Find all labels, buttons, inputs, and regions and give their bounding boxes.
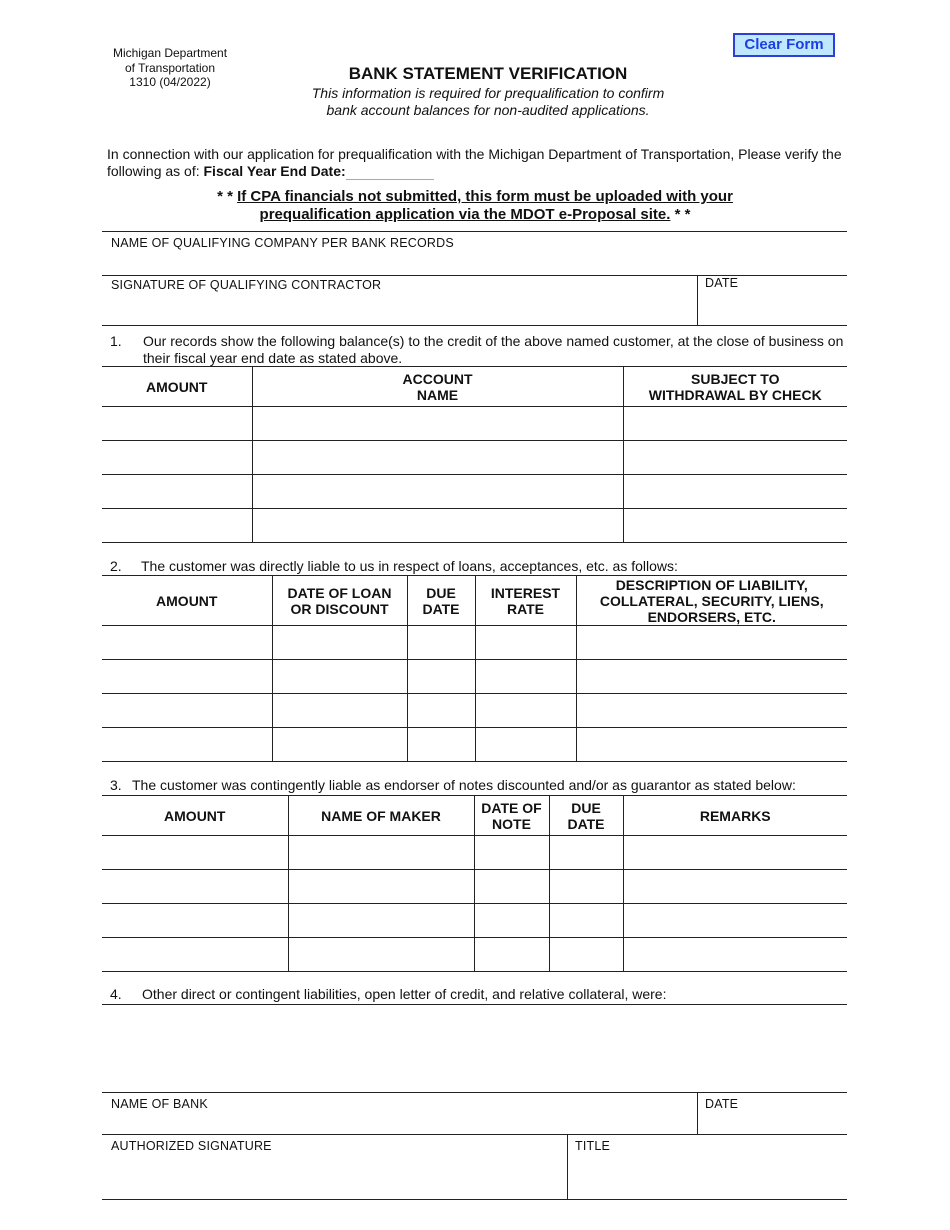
maker-cell[interactable] <box>288 836 474 870</box>
col-description: DESCRIPTION OF LIABILITY, COLLATERAL, SECURITY, LIENS, ENDORSERS, ETC. <box>576 576 847 626</box>
note-date-cell[interactable] <box>474 870 549 904</box>
due-date-cell[interactable] <box>549 836 623 870</box>
title-field[interactable] <box>568 1155 846 1198</box>
due-date-cell[interactable] <box>407 728 475 762</box>
section-2-number: 2. <box>110 558 122 574</box>
withdrawal-cell[interactable] <box>623 509 847 543</box>
amount-cell[interactable] <box>102 660 272 694</box>
col-due-date: DUE DATE <box>407 576 475 626</box>
amount-cell[interactable] <box>102 836 288 870</box>
table-row <box>102 904 847 938</box>
interest-rate-cell[interactable] <box>475 694 576 728</box>
amount-cell[interactable] <box>102 870 288 904</box>
section-3-text: The customer was contingently liable as endorser of notes discounted and/or as guarantor as stated below: <box>132 777 796 793</box>
loan-date-cell[interactable] <box>272 660 407 694</box>
divider <box>102 1004 847 1005</box>
authorized-signature-field[interactable] <box>102 1155 567 1198</box>
account-name-cell[interactable] <box>252 509 623 543</box>
section-4-number: 4. <box>110 986 122 1002</box>
maker-cell[interactable] <box>288 870 474 904</box>
balances-table <box>102 366 847 543</box>
interest-rate-cell[interactable] <box>475 626 576 660</box>
col-remarks: REMARKS <box>623 796 847 836</box>
due-date-cell[interactable] <box>407 694 475 728</box>
remarks-cell[interactable] <box>623 870 847 904</box>
amount-cell[interactable] <box>102 509 252 543</box>
loan-date-cell[interactable] <box>272 626 407 660</box>
table-header-row <box>102 576 847 626</box>
form-number: 1310 (04/2022) <box>129 75 211 89</box>
note-date-cell[interactable] <box>474 904 549 938</box>
table-row <box>102 626 847 660</box>
bank-name-field[interactable] <box>102 1112 697 1134</box>
due-date-cell[interactable] <box>549 870 623 904</box>
contingent-liabilities-table <box>102 795 847 972</box>
divider <box>102 325 847 326</box>
subtitle-line-2: bank account balances for non-audited applications. <box>326 102 650 118</box>
withdrawal-cell[interactable] <box>623 407 847 441</box>
page-subtitle <box>200 85 776 119</box>
amount-cell[interactable] <box>102 694 272 728</box>
col-name-of-maker: NAME OF MAKER <box>288 796 474 836</box>
subtitle-line-1: This information is required for prequalification to confirm <box>311 85 665 101</box>
section-2 <box>110 558 845 575</box>
contractor-date-label: DATE <box>705 276 739 290</box>
bank-name-label: NAME OF BANK <box>111 1097 208 1111</box>
account-name-cell[interactable] <box>252 407 623 441</box>
notice-line-1: If CPA financials not submitted, this form must be uploaded with your <box>237 188 733 205</box>
section-1 <box>110 333 845 367</box>
table-row <box>102 475 847 509</box>
amount-cell[interactable] <box>102 441 252 475</box>
contractor-signature-field[interactable] <box>102 294 697 324</box>
note-date-cell[interactable] <box>474 938 549 972</box>
section-1-text: Our records show the following balance(s) to the credit of the above named customer, at the close of business on their fiscal year end date as stated above. <box>143 333 844 366</box>
fiscal-year-end-date-field[interactable] <box>346 165 434 180</box>
description-cell[interactable] <box>576 694 847 728</box>
table-row <box>102 694 847 728</box>
loan-date-cell[interactable] <box>272 728 407 762</box>
remarks-cell[interactable] <box>623 904 847 938</box>
col-account-name: ACCOUNT NAME <box>252 367 623 407</box>
contractor-signature-label: SIGNATURE OF QUALIFYING CONTRACTOR <box>111 278 382 292</box>
section-4 <box>110 986 845 1003</box>
bank-date-field[interactable] <box>698 1112 846 1134</box>
col-date-of-loan: DATE OF LOAN OR DISCOUNT <box>272 576 407 626</box>
clear-form-button[interactable]: Clear Form <box>733 33 835 57</box>
withdrawal-cell[interactable] <box>623 475 847 509</box>
notice-stars-open: * * <box>217 188 233 205</box>
divider <box>102 231 847 232</box>
account-name-cell[interactable] <box>252 475 623 509</box>
table-header-row <box>102 796 847 836</box>
due-date-cell[interactable] <box>549 938 623 972</box>
authorized-signature-label: AUTHORIZED SIGNATURE <box>111 1139 272 1153</box>
table-row <box>102 407 847 441</box>
due-date-cell[interactable] <box>549 904 623 938</box>
agency-line-1: Michigan Department <box>112 46 228 60</box>
maker-cell[interactable] <box>288 904 474 938</box>
intro-text: In connection with our application for prequalification with the Michigan Department of Transportation, Please verify the following as of: <box>107 146 842 179</box>
description-cell[interactable] <box>576 626 847 660</box>
notice-line-2: prequalification application via the MDOT e-Proposal site. <box>259 206 671 223</box>
section-2-text: The customer was directly liable to us in respect of loans, acceptances, etc. as follows: <box>141 558 678 574</box>
remarks-cell[interactable] <box>623 938 847 972</box>
due-date-cell[interactable] <box>407 660 475 694</box>
section-3 <box>110 777 845 794</box>
table-header-row <box>102 367 847 407</box>
amount-cell[interactable] <box>102 407 252 441</box>
due-date-cell[interactable] <box>407 626 475 660</box>
interest-rate-cell[interactable] <box>475 728 576 762</box>
amount-cell[interactable] <box>102 938 288 972</box>
col-interest-rate: INTEREST RATE <box>475 576 576 626</box>
section-3-number: 3. <box>110 777 122 793</box>
table-row <box>102 870 847 904</box>
divider <box>102 1092 847 1093</box>
company-name-label: NAME OF QUALIFYING COMPANY PER BANK RECORDS <box>111 236 454 250</box>
section-4-text: Other direct or contingent liabilities, open letter of credit, and relative collateral, were: <box>142 986 667 1002</box>
other-liabilities-field[interactable] <box>102 1006 847 1090</box>
table-row <box>102 509 847 543</box>
amount-cell[interactable] <box>102 728 272 762</box>
table-row <box>102 728 847 762</box>
agency-line-2: of Transportation <box>124 60 216 75</box>
title-label: TITLE <box>575 1139 611 1153</box>
amount-cell[interactable] <box>102 626 272 660</box>
col-amount: AMOUNT <box>102 367 252 407</box>
loans-table <box>102 575 847 762</box>
company-name-field[interactable] <box>102 252 847 274</box>
table-row <box>102 660 847 694</box>
maker-cell[interactable] <box>288 938 474 972</box>
intro-paragraph <box>107 146 847 180</box>
account-name-cell[interactable] <box>252 441 623 475</box>
col-date-of-note: DATE OF NOTE <box>474 796 549 836</box>
table-row <box>102 441 847 475</box>
amount-cell[interactable] <box>102 475 252 509</box>
notice-stars-close: * * <box>674 206 691 223</box>
col-due-date: DUE DATE <box>549 796 623 836</box>
contractor-date-field[interactable] <box>698 292 846 324</box>
bank-date-label: DATE <box>705 1097 739 1111</box>
divider <box>102 1134 847 1135</box>
table-row <box>102 938 847 972</box>
fiscal-year-end-label: Fiscal Year End Date: <box>203 163 346 179</box>
note-date-cell[interactable] <box>474 836 549 870</box>
amount-cell[interactable] <box>102 904 288 938</box>
upload-notice <box>120 188 830 224</box>
withdrawal-cell[interactable] <box>623 441 847 475</box>
divider <box>102 1199 847 1200</box>
section-1-number: 1. <box>110 333 122 349</box>
page-title: BANK STATEMENT VERIFICATION <box>348 64 628 83</box>
description-cell[interactable] <box>576 728 847 762</box>
col-amount: AMOUNT <box>102 576 272 626</box>
loan-date-cell[interactable] <box>272 694 407 728</box>
interest-rate-cell[interactable] <box>475 660 576 694</box>
description-cell[interactable] <box>576 660 847 694</box>
table-row <box>102 836 847 870</box>
col-subject-to-withdrawal: SUBJECT TO WITHDRAWAL BY CHECK <box>623 367 847 407</box>
remarks-cell[interactable] <box>623 836 847 870</box>
col-amount: AMOUNT <box>102 796 288 836</box>
